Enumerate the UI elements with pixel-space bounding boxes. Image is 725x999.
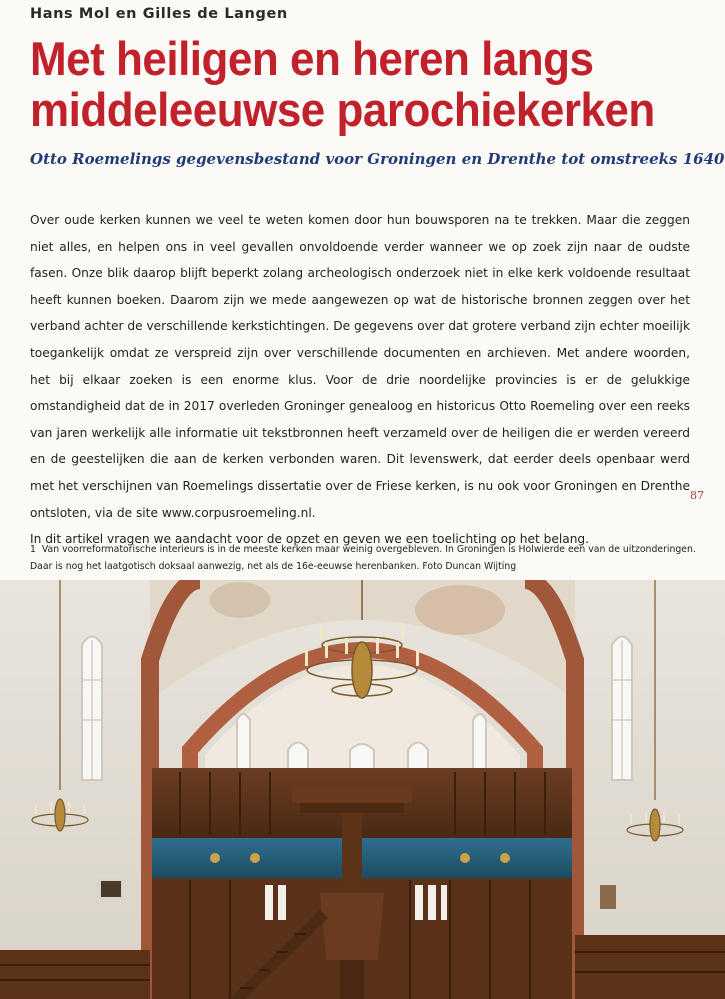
church-illustration	[0, 580, 725, 999]
figure-number: 1	[30, 544, 36, 555]
figure-caption	[30, 542, 700, 575]
caption-text-2: Daar is nog het laatgotisch doksaal aanwezig, net als de 16e-eeuwse herenbanken.	[30, 560, 420, 572]
hatchment	[600, 885, 616, 909]
paragraph-2: In dit artikel vragen we aandacht voor de opzet en geven we een toelichting op het belang.	[30, 532, 590, 547]
sounding-board	[292, 785, 412, 803]
photo-credit: Foto Duncan Wijting	[422, 560, 517, 572]
article-body	[30, 207, 690, 553]
left-pews	[0, 950, 150, 999]
wall-plaque	[100, 880, 122, 898]
article-authors: Hans Mol en Gilles de Langen	[30, 6, 288, 22]
church-interior-photo	[0, 580, 725, 999]
pulpit	[320, 893, 384, 960]
title-line-2: middeleeuwse parochiekerken	[30, 83, 655, 137]
article-subtitle: Otto Roemelings gegevensbestand voor Groningen en Drenthe tot omstreeks 1640	[30, 150, 725, 168]
right-pews	[575, 935, 725, 999]
paragraph-1: Over oude kerken kunnen we veel te weten komen door hun bouwsporen na te trekken. Maar die zeggen niet alles, en helpen ons in veel gevallen onvoldoende verder wanneer we op zoek zijn naar de oudste fasen. Onze blik daarop blijft beperkt zolang archeologisch onderzoek niet in elke kerk voldoende resultaat heeft kunnen boeken. Daarom zijn we mede aangewezen op wat de historische bronnen zeggen over het verband achter de verschillende kerkstichtingen. De gegevens over dat grotere verband zijn echter moeilijk toegankelijk omdat ze verspreid zijn over verschillende documenten en archieven. Met andere woorden, het bij elkaar zoeken is een enorme klus. Voor de drie noordelijke provincies is er de gelukkige omstandigheid dat de in 2017 overleden Groninger genealoog en historicus Otto Roemeling over een reeks van jaren werkelijk alle informatie uit tekstbronnen heeft verzameld over de heiligen die er werden vereerd en de geestelijken die aan de kerken verbonden waren. Dit levenswerk, dat eerder deels openbaar werd met het verschijnen van Roemelings dissertatie over de Friese kerken, is nu ook voor Groningen en Drenthe ontsloten, via de site www.corpusroemeling.nl.	[30, 213, 690, 520]
caption-text-1: Van voorreformatorische interieurs is in de meeste kerken maar weinig overgebleven. In Groningen is Holwierde een van de uitzonderingen.	[41, 544, 696, 555]
caption-line-2	[30, 559, 700, 576]
article-title	[30, 34, 720, 136]
caption-line-1	[30, 542, 700, 559]
page-number: 87	[690, 489, 704, 502]
title-line-1: Met heiligen en heren langs	[30, 32, 594, 86]
